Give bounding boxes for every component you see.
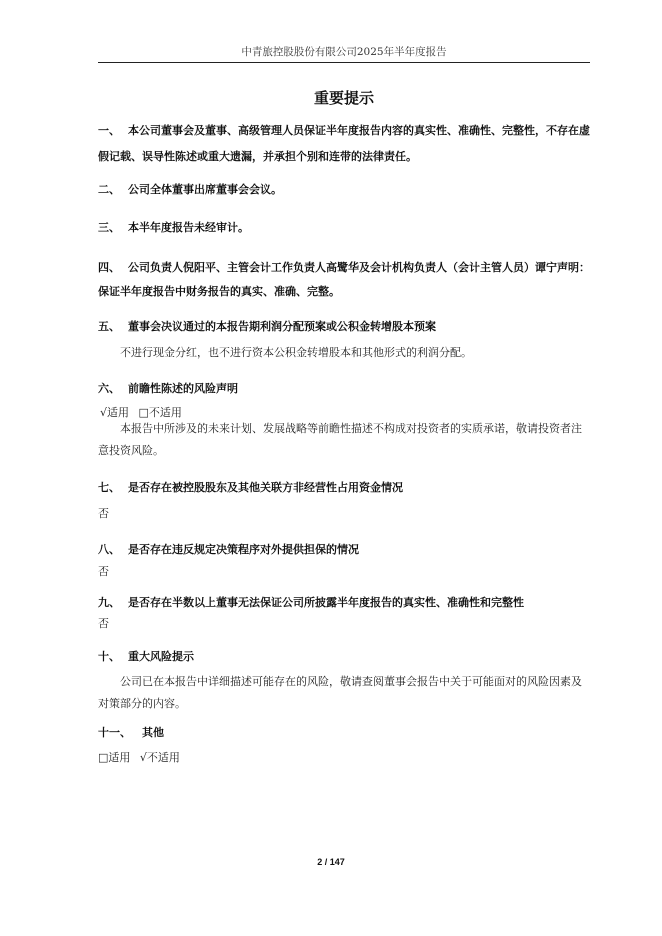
section-9 — [98, 591, 590, 615]
section-number: 四、 — [98, 261, 120, 274]
section-text: 本公司董事会及董事、高级管理人员保证半年度报告内容的真实性、准确性、完整性，不存在虚假记载、误导性陈述或重大遗漏，并承担个别和连带的法律责任。 — [98, 124, 590, 163]
section-text: 本半年度报告未经审计。 — [128, 221, 249, 234]
section-10 — [98, 645, 590, 669]
section-text: 是否存在被控股股东及其他关联方非经营性占用资金情况 — [128, 481, 403, 494]
section-5 — [98, 315, 590, 339]
section-3 — [98, 216, 590, 240]
section-number: 一、 — [98, 124, 120, 137]
section-number: 十、 — [98, 650, 120, 663]
section-text: 前瞻性陈述的风险声明 — [128, 382, 238, 395]
section-text: 其他 — [142, 726, 164, 739]
section-8-answer: 否 — [98, 565, 109, 578]
section-number: 八、 — [98, 543, 120, 556]
section-1 — [98, 118, 590, 170]
page-number: 2 / 147 — [317, 857, 345, 867]
section-10-body: 公司已在本报告中详细描述可能存在的风险，敬请查阅董事会报告中关于可能面对的风险因素及对策部分的内容。 — [98, 675, 582, 710]
section-text: 公司全体董事出席董事会会议。 — [128, 183, 282, 196]
section-8 — [98, 538, 590, 562]
page-title: 重要提示 — [313, 89, 374, 107]
section-number: 五、 — [98, 320, 120, 333]
section-9-answer: 否 — [98, 617, 109, 630]
section-7 — [98, 476, 590, 500]
section-number: 二、 — [98, 183, 120, 196]
section-4 — [98, 256, 590, 304]
section-7-answer: 否 — [98, 507, 109, 520]
section-text: 是否存在违反规定决策程序对外提供担保的情况 — [128, 543, 359, 556]
section-number: 九、 — [98, 596, 120, 609]
section-text: 是否存在半数以上董事无法保证公司所披露半年度报告的真实性、准确性和完整性 — [128, 596, 524, 609]
section-number: 三、 — [98, 221, 120, 234]
section-6-body: 本报告中所涉及的未来计划、发展战略等前瞻性描述不构成对投资者的实质承诺，敬请投资者注意投资风险。 — [98, 422, 582, 457]
section-2 — [98, 178, 590, 202]
option-not-applicable: □不适用 — [138, 406, 182, 419]
section-11-options — [98, 749, 186, 765]
option-applicable: √适用 — [100, 406, 130, 419]
section-5-body: 不进行现金分红，也不进行资本公积金转增股本和其他形式的利润分配。 — [120, 346, 472, 359]
section-6 — [98, 377, 590, 401]
section-number: 六、 — [98, 382, 120, 395]
running-header: 中青旅控股股份有限公司2025年半年度报告 — [241, 46, 447, 58]
option-not-applicable: √不适用 — [139, 751, 180, 764]
section-number: 十一、 — [98, 726, 131, 739]
section-number: 七、 — [98, 481, 120, 494]
option-applicable: □适用 — [98, 751, 131, 764]
header-rule — [98, 62, 590, 63]
section-text: 公司负责人倪阳平、主管会计工作负责人高鹭华及会计机构负责人（会计主管人员）谭宁声明：保证半年度报告中财务报告的真实、准确、完整。 — [98, 261, 590, 298]
section-11 — [98, 721, 590, 745]
section-text: 董事会决议通过的本报告期利润分配预案或公积金转增股本预案 — [128, 320, 436, 333]
section-text: 重大风险提示 — [128, 650, 194, 663]
